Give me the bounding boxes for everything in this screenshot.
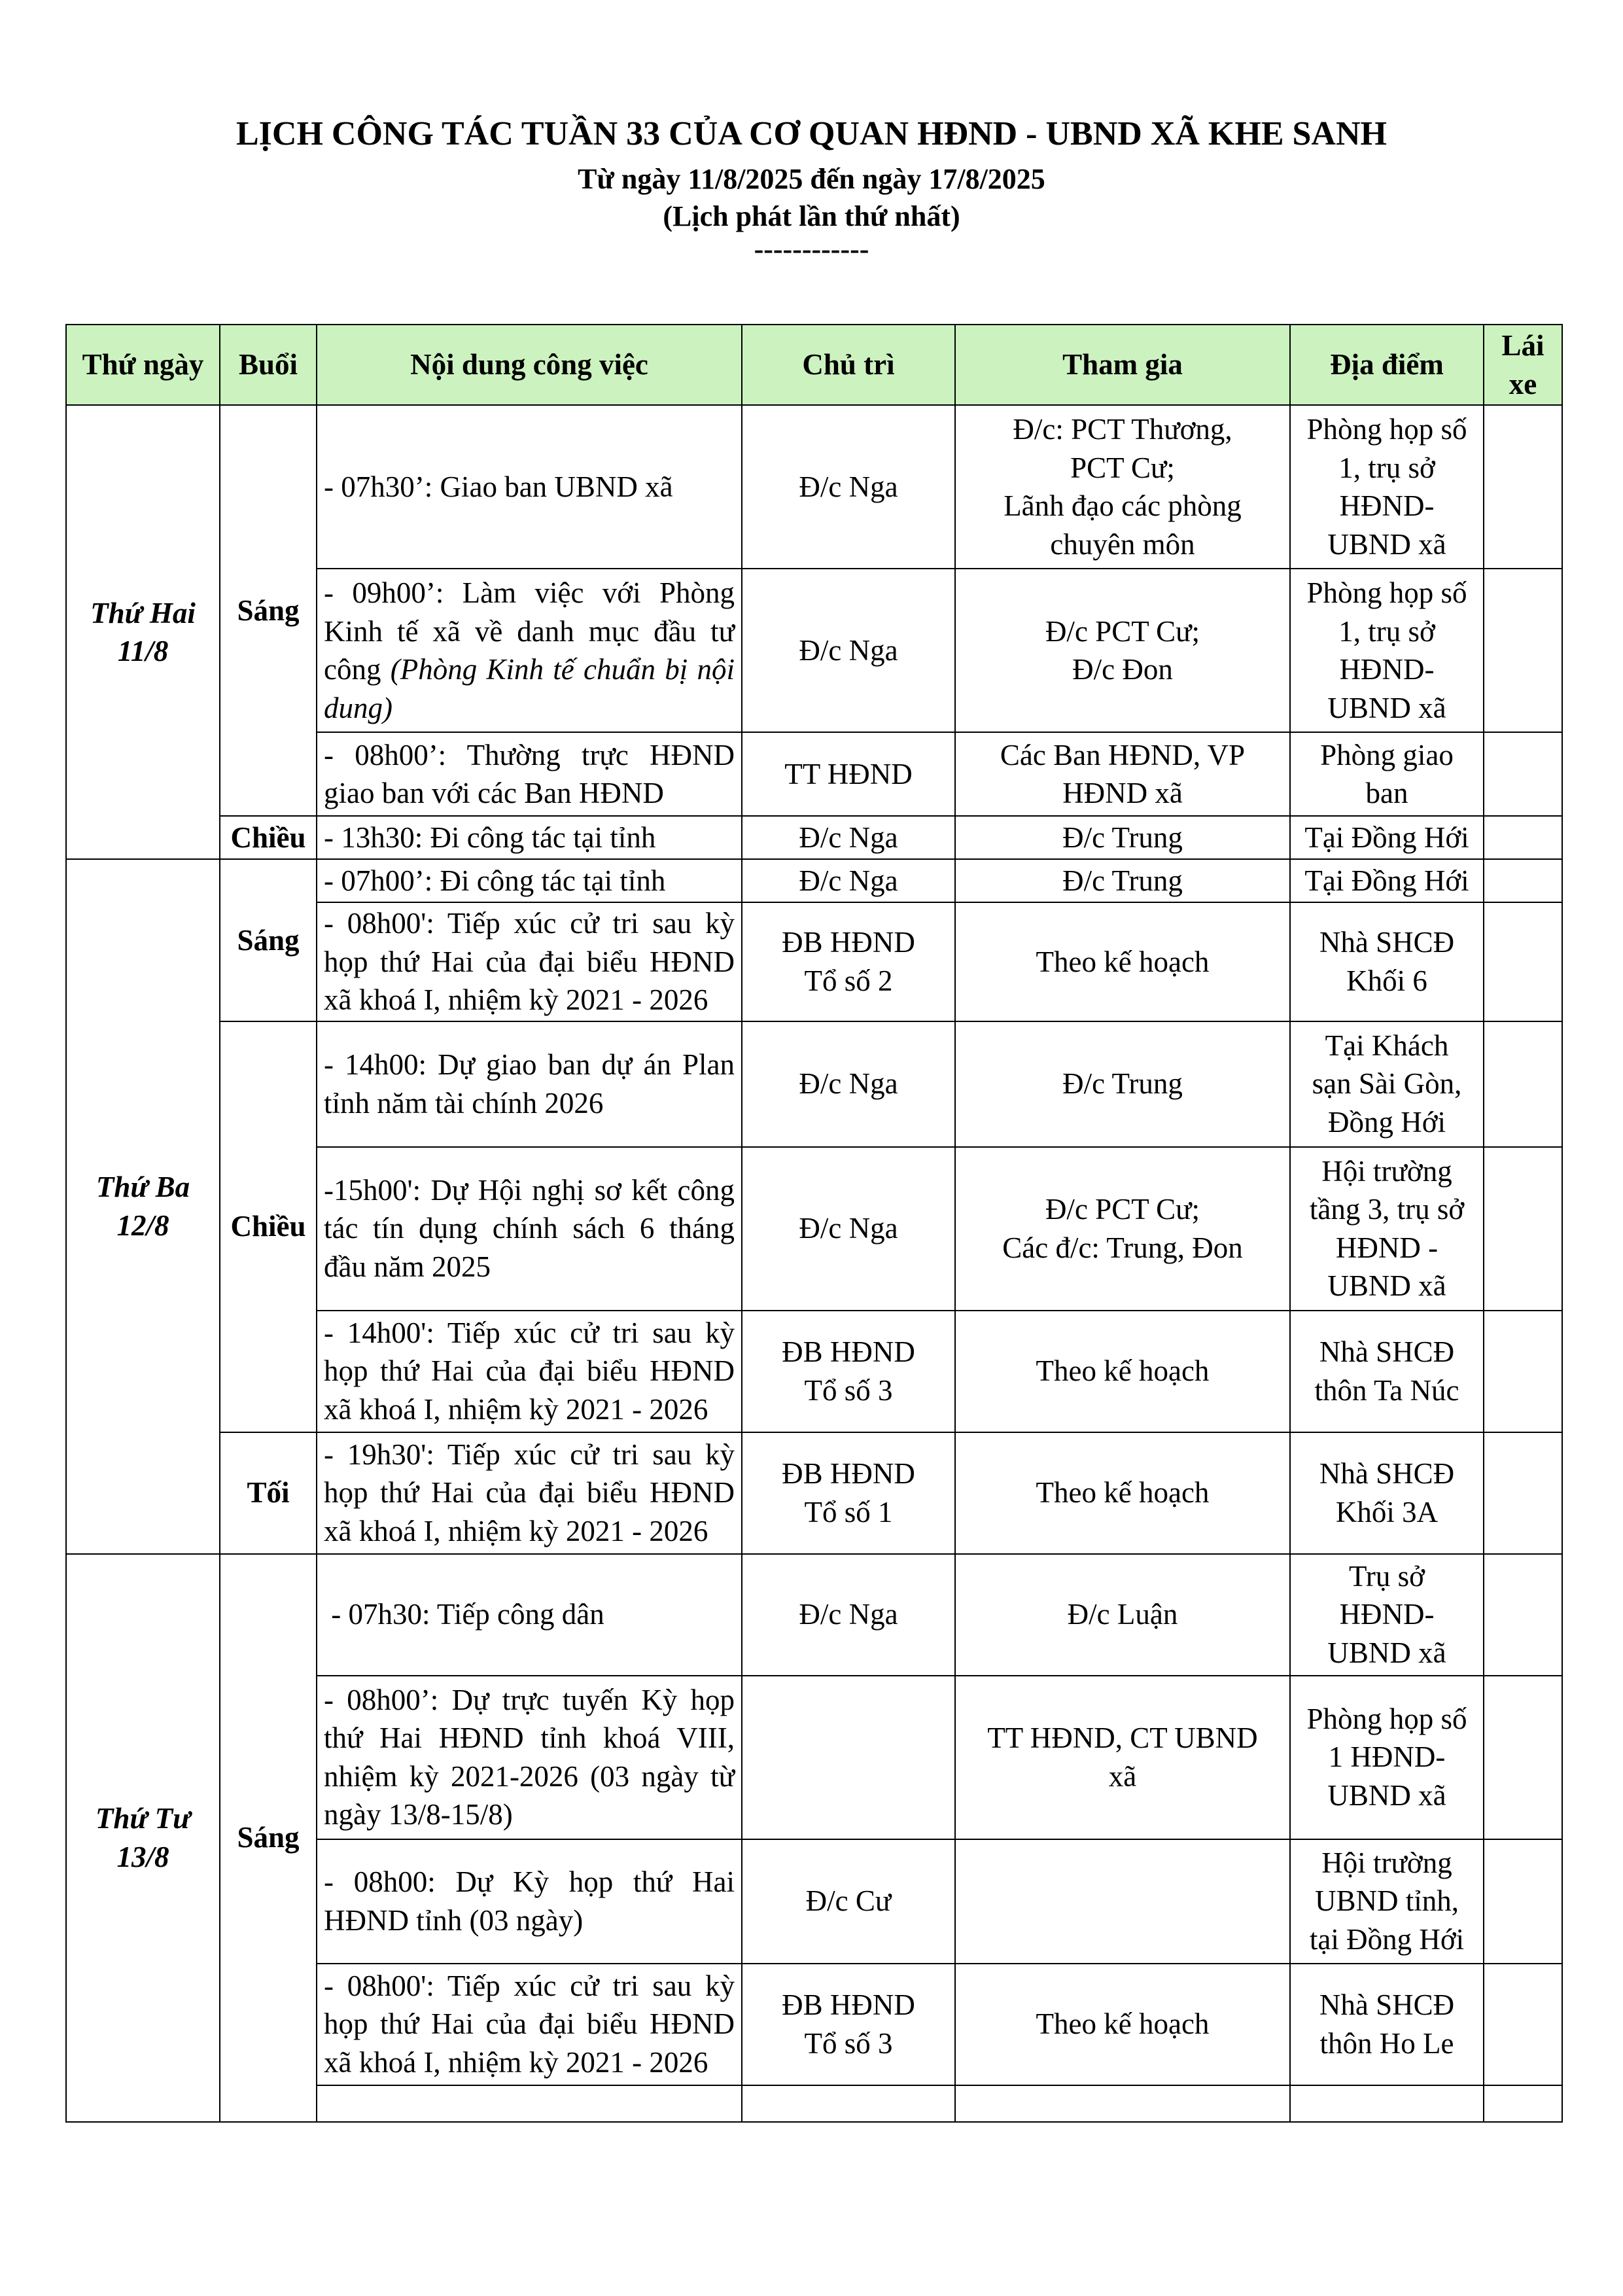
content-cell: - 08h00’: Thường trực HĐND giao ban với các Ban HĐND [317,732,742,816]
column-header-location: Địa điểm [1290,325,1484,405]
column-header-chair: Chủ trì [742,325,955,405]
content-cell: - 08h00’: Dự trực tuyến Kỳ họp thứ Hai HĐND tỉnh khoá VIII, nhiệm kỳ 2021-2026 (03 ngày từ ngày 13/8-15/8) [317,1676,742,1839]
driver-cell [1484,816,1562,859]
chair-cell: Đ/c Nga [742,1554,955,1676]
participants-cell: TT HĐND, CT UBND xã [955,1676,1290,1839]
location-cell: Nhà SHCĐ Khối 6 [1290,902,1484,1021]
driver-cell [1484,405,1562,569]
column-header-session: Buổi [220,325,317,405]
content-cell: - 14h00': Tiếp xúc cử tri sau kỳ họp thứ Hai của đại biểu HĐND xã khoá I, nhiệm kỳ 2021 - 2026 [317,1311,742,1432]
chair-cell: Đ/c Nga [742,859,955,902]
participants-cell: Đ/c: PCT Thương, PCT Cư; Lãnh đạo các phòng chuyên môn [955,405,1290,569]
participants-cell: Theo kế hoạch [955,1311,1290,1432]
chair-cell: TT HĐND [742,732,955,816]
participants-cell: Đ/c Trung [955,816,1290,859]
location-cell [1290,2085,1484,2122]
location-cell: Phòng họp số 1, trụ sở HĐND- UBND xã [1290,405,1484,569]
session-cell: Sáng [220,859,317,1021]
participants-cell: Theo kế hoạch [955,902,1290,1021]
location-cell: Hội trường tầng 3, trụ sở HĐND - UBND xã [1290,1147,1484,1311]
content-cell: - 19h30': Tiếp xúc cử tri sau kỳ họp thứ Hai của đại biểu HĐND xã khoá I, nhiệm kỳ 2021 - 2026 [317,1432,742,1554]
content-cell [317,2085,742,2122]
edition-note: (Lịch phát lần thứ nhất) [663,200,960,232]
content-text: - 09h00’: Làm việc với Phòng Kinh tế xã về danh mục đầu tư công [324,576,735,686]
session-cell: Sáng [220,1554,317,2122]
chair-cell [742,1676,955,1839]
column-header-day: Thứ ngày [66,325,220,405]
table-row [66,816,1562,859]
driver-cell [1484,859,1562,902]
chair-cell: Đ/c Nga [742,1021,955,1147]
location-cell: Trụ sở HĐND- UBND xã [1290,1554,1484,1676]
chair-cell: Đ/c Nga [742,816,955,859]
participants-cell [955,2085,1290,2122]
content-cell: - 13h30: Đi công tác tại tỉnh [317,816,742,859]
content-cell: - 08h00: Dự Kỳ họp thứ Hai HĐND tỉnh (03 ngày) [317,1839,742,1964]
day-cell: Thứ Tư 13/8 [66,1554,220,2122]
chair-cell: Đ/c Nga [742,1147,955,1311]
driver-cell [1484,1554,1562,1676]
session-cell: Chiều [220,1021,317,1432]
driver-cell [1484,732,1562,816]
location-cell: Nhà SHCĐ Khối 3A [1290,1432,1484,1554]
participants-cell [955,1839,1290,1964]
content-cell [317,569,742,732]
content-cell: - 07h30: Tiếp công dân [317,1554,742,1676]
driver-cell [1484,1964,1562,2085]
location-cell: Tại Đồng Hới [1290,859,1484,902]
content-cell: - 08h00': Tiếp xúc cử tri sau kỳ họp thứ Hai của đại biểu HĐND xã khoá I, nhiệm kỳ 2021 - 2026 [317,1964,742,2085]
location-cell: Tại Khách sạn Sài Gòn, Đồng Hới [1290,1021,1484,1147]
chair-cell: Đ/c Nga [742,569,955,732]
table-header-row [66,325,1562,405]
table-row [66,1554,1562,1676]
driver-cell [1484,1432,1562,1554]
table-row [66,405,1562,569]
participants-cell: Đ/c PCT Cư; Đ/c Đon [955,569,1290,732]
chair-cell: Đ/c Cư [742,1839,955,1964]
driver-cell [1484,1839,1562,1964]
table-row [66,1432,1562,1554]
driver-cell [1484,902,1562,1021]
driver-cell [1484,2085,1562,2122]
location-cell: Tại Đồng Hới [1290,816,1484,859]
content-cell: - 14h00: Dự giao ban dự án Plan tỉnh năm tài chính 2026 [317,1021,742,1147]
location-cell: Nhà SHCĐ thôn Ho Le [1290,1964,1484,2085]
participants-cell: Đ/c Luận [955,1554,1290,1676]
column-header-participants: Tham gia [955,325,1290,405]
chair-cell: ĐB HĐND Tổ số 2 [742,902,955,1021]
schedule-table [65,324,1563,2123]
session-cell: Chiều [220,816,317,859]
day-cell: Thứ Hai 11/8 [66,405,220,859]
location-cell: Hội trường UBND tỉnh, tại Đồng Hới [1290,1839,1484,1964]
location-cell: Phòng giao ban [1290,732,1484,816]
column-header-driver: Lái xe [1484,325,1562,405]
date-range: Từ ngày 11/8/2025 đến ngày 17/8/2025 [578,163,1045,195]
content-cell: - 08h00': Tiếp xúc cử tri sau kỳ họp thứ Hai của đại biểu HĐND xã khoá I, nhiệm kỳ 2021 - 2026 [317,902,742,1021]
column-header-content: Nội dung công việc [317,325,742,405]
driver-cell [1484,1676,1562,1839]
day-cell: Thứ Ba 12/8 [66,859,220,1554]
participants-cell: Các Ban HĐND, VP HĐND xã [955,732,1290,816]
chair-cell: ĐB HĐND Tổ số 1 [742,1432,955,1554]
participants-cell: Đ/c Trung [955,859,1290,902]
chair-cell: Đ/c Nga [742,405,955,569]
participants-cell: Đ/c PCT Cư; Các đ/c: Trung, Đon [955,1147,1290,1311]
chair-cell [742,2085,955,2122]
content-note: (Phòng Kinh tế chuẩn bị nội dung) [324,653,735,724]
location-cell: Nhà SHCĐ thôn Ta Núc [1290,1311,1484,1432]
table-row [66,1021,1562,1147]
content-cell: -15h00': Dự Hội nghị sơ kết công tác tín dụng chính sách 6 tháng đầu năm 2025 [317,1147,742,1311]
location-cell: Phòng họp số 1 HĐND- UBND xã [1290,1676,1484,1839]
participants-cell: Theo kế hoạch [955,1432,1290,1554]
driver-cell [1484,1311,1562,1432]
driver-cell [1484,1147,1562,1311]
driver-cell [1484,569,1562,732]
driver-cell [1484,1021,1562,1147]
participants-cell: Theo kế hoạch [955,1964,1290,2085]
session-cell: Sáng [220,405,317,816]
content-cell: - 07h30’: Giao ban UBND xã [317,405,742,569]
location-cell: Phòng họp số 1, trụ sở HĐND- UBND xã [1290,569,1484,732]
chair-cell: ĐB HĐND Tổ số 3 [742,1964,955,2085]
participants-cell: Đ/c Trung [955,1021,1290,1147]
session-cell: Tối [220,1432,317,1554]
table-row [66,859,1562,902]
title-divider: ------------ [754,233,869,265]
page-title: LỊCH CÔNG TÁC TUẦN 33 CỦA CƠ QUAN HĐND - UBND XÃ KHE SANH [236,115,1387,152]
content-cell: - 07h00’: Đi công tác tại tỉnh [317,859,742,902]
chair-cell: ĐB HĐND Tổ số 3 [742,1311,955,1432]
